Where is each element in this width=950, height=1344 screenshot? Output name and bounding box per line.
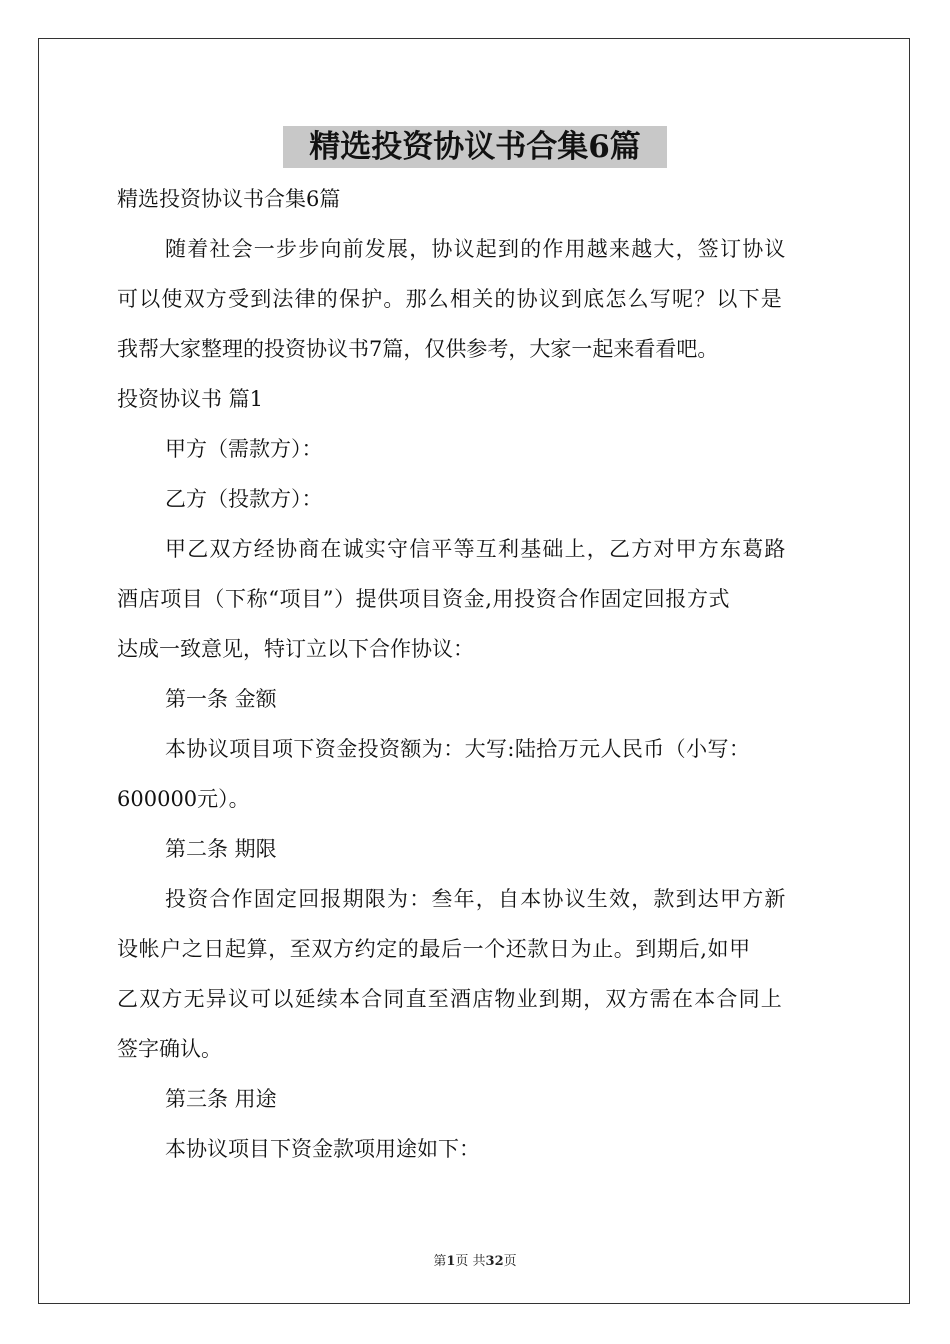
party-a-line: 甲方（需款方）： (165, 437, 323, 461)
document-title: 精选投资协议书合集6篇 (283, 126, 667, 168)
article-3-heading: 第三条 用途 (165, 1087, 277, 1111)
article-2-line-1: 投资合作固定回报期限为：叁年，自本协议生效，款到达甲方新 (165, 887, 787, 911)
article-2-line-4: 签字确认。 (117, 1037, 222, 1061)
document-subtitle: 精选投资协议书合集6篇 (117, 187, 341, 211)
intro-line-3: 我帮大家整理的投资协议书7篇，仅供参考，大家一起来看看吧。 (117, 337, 719, 361)
footer-page-prefix: 第 (433, 1254, 447, 1269)
preamble-line-3: 达成一致意见，特订立以下合作协议： (117, 637, 474, 661)
party-b-line: 乙方（投款方）： (165, 487, 323, 511)
article-1-line-2: 600000元）。 (117, 787, 250, 811)
footer-page-number: 1 (446, 1254, 456, 1269)
preamble-line-2: 酒店项目（下称“项目”）提供项目资金,用投资合作固定回报方式 (117, 587, 731, 611)
footer-page-suffix: 页 (503, 1254, 517, 1269)
preamble-line-1: 甲乙双方经协商在诚实守信平等互利基础上，乙方对甲方东葛路 (165, 537, 787, 561)
page-border (38, 38, 910, 1304)
article-2-heading: 第二条 期限 (165, 837, 277, 861)
intro-line-2: 可以使双方受到法律的保护。那么相关的协议到底怎么写呢？以下是 (117, 287, 783, 311)
footer-page-mid: 页 共 (455, 1254, 486, 1269)
article-3-line-1: 本协议项目下资金款项用途如下： (165, 1137, 480, 1161)
footer-total-pages: 32 (485, 1254, 504, 1269)
article-2-line-3: 乙双方无异议可以延续本合同直至酒店物业到期，双方需在本合同上 (117, 987, 783, 1011)
article-2-line-2: 设帐户之日起算，至双方约定的最后一个还款日为止。到期后,如甲 (117, 937, 751, 961)
page-footer (0, 1250, 950, 1269)
article-1-heading: 第一条 金额 (165, 687, 277, 711)
intro-line-1: 随着社会一步步向前发展，协议起到的作用越来越大，签订协议 (165, 237, 787, 261)
section-heading: 投资协议书 篇1 (117, 387, 264, 411)
article-1-line-1: 本协议项目项下资金投资额为：大写:陆拾万元人民币（小写： (165, 737, 751, 761)
